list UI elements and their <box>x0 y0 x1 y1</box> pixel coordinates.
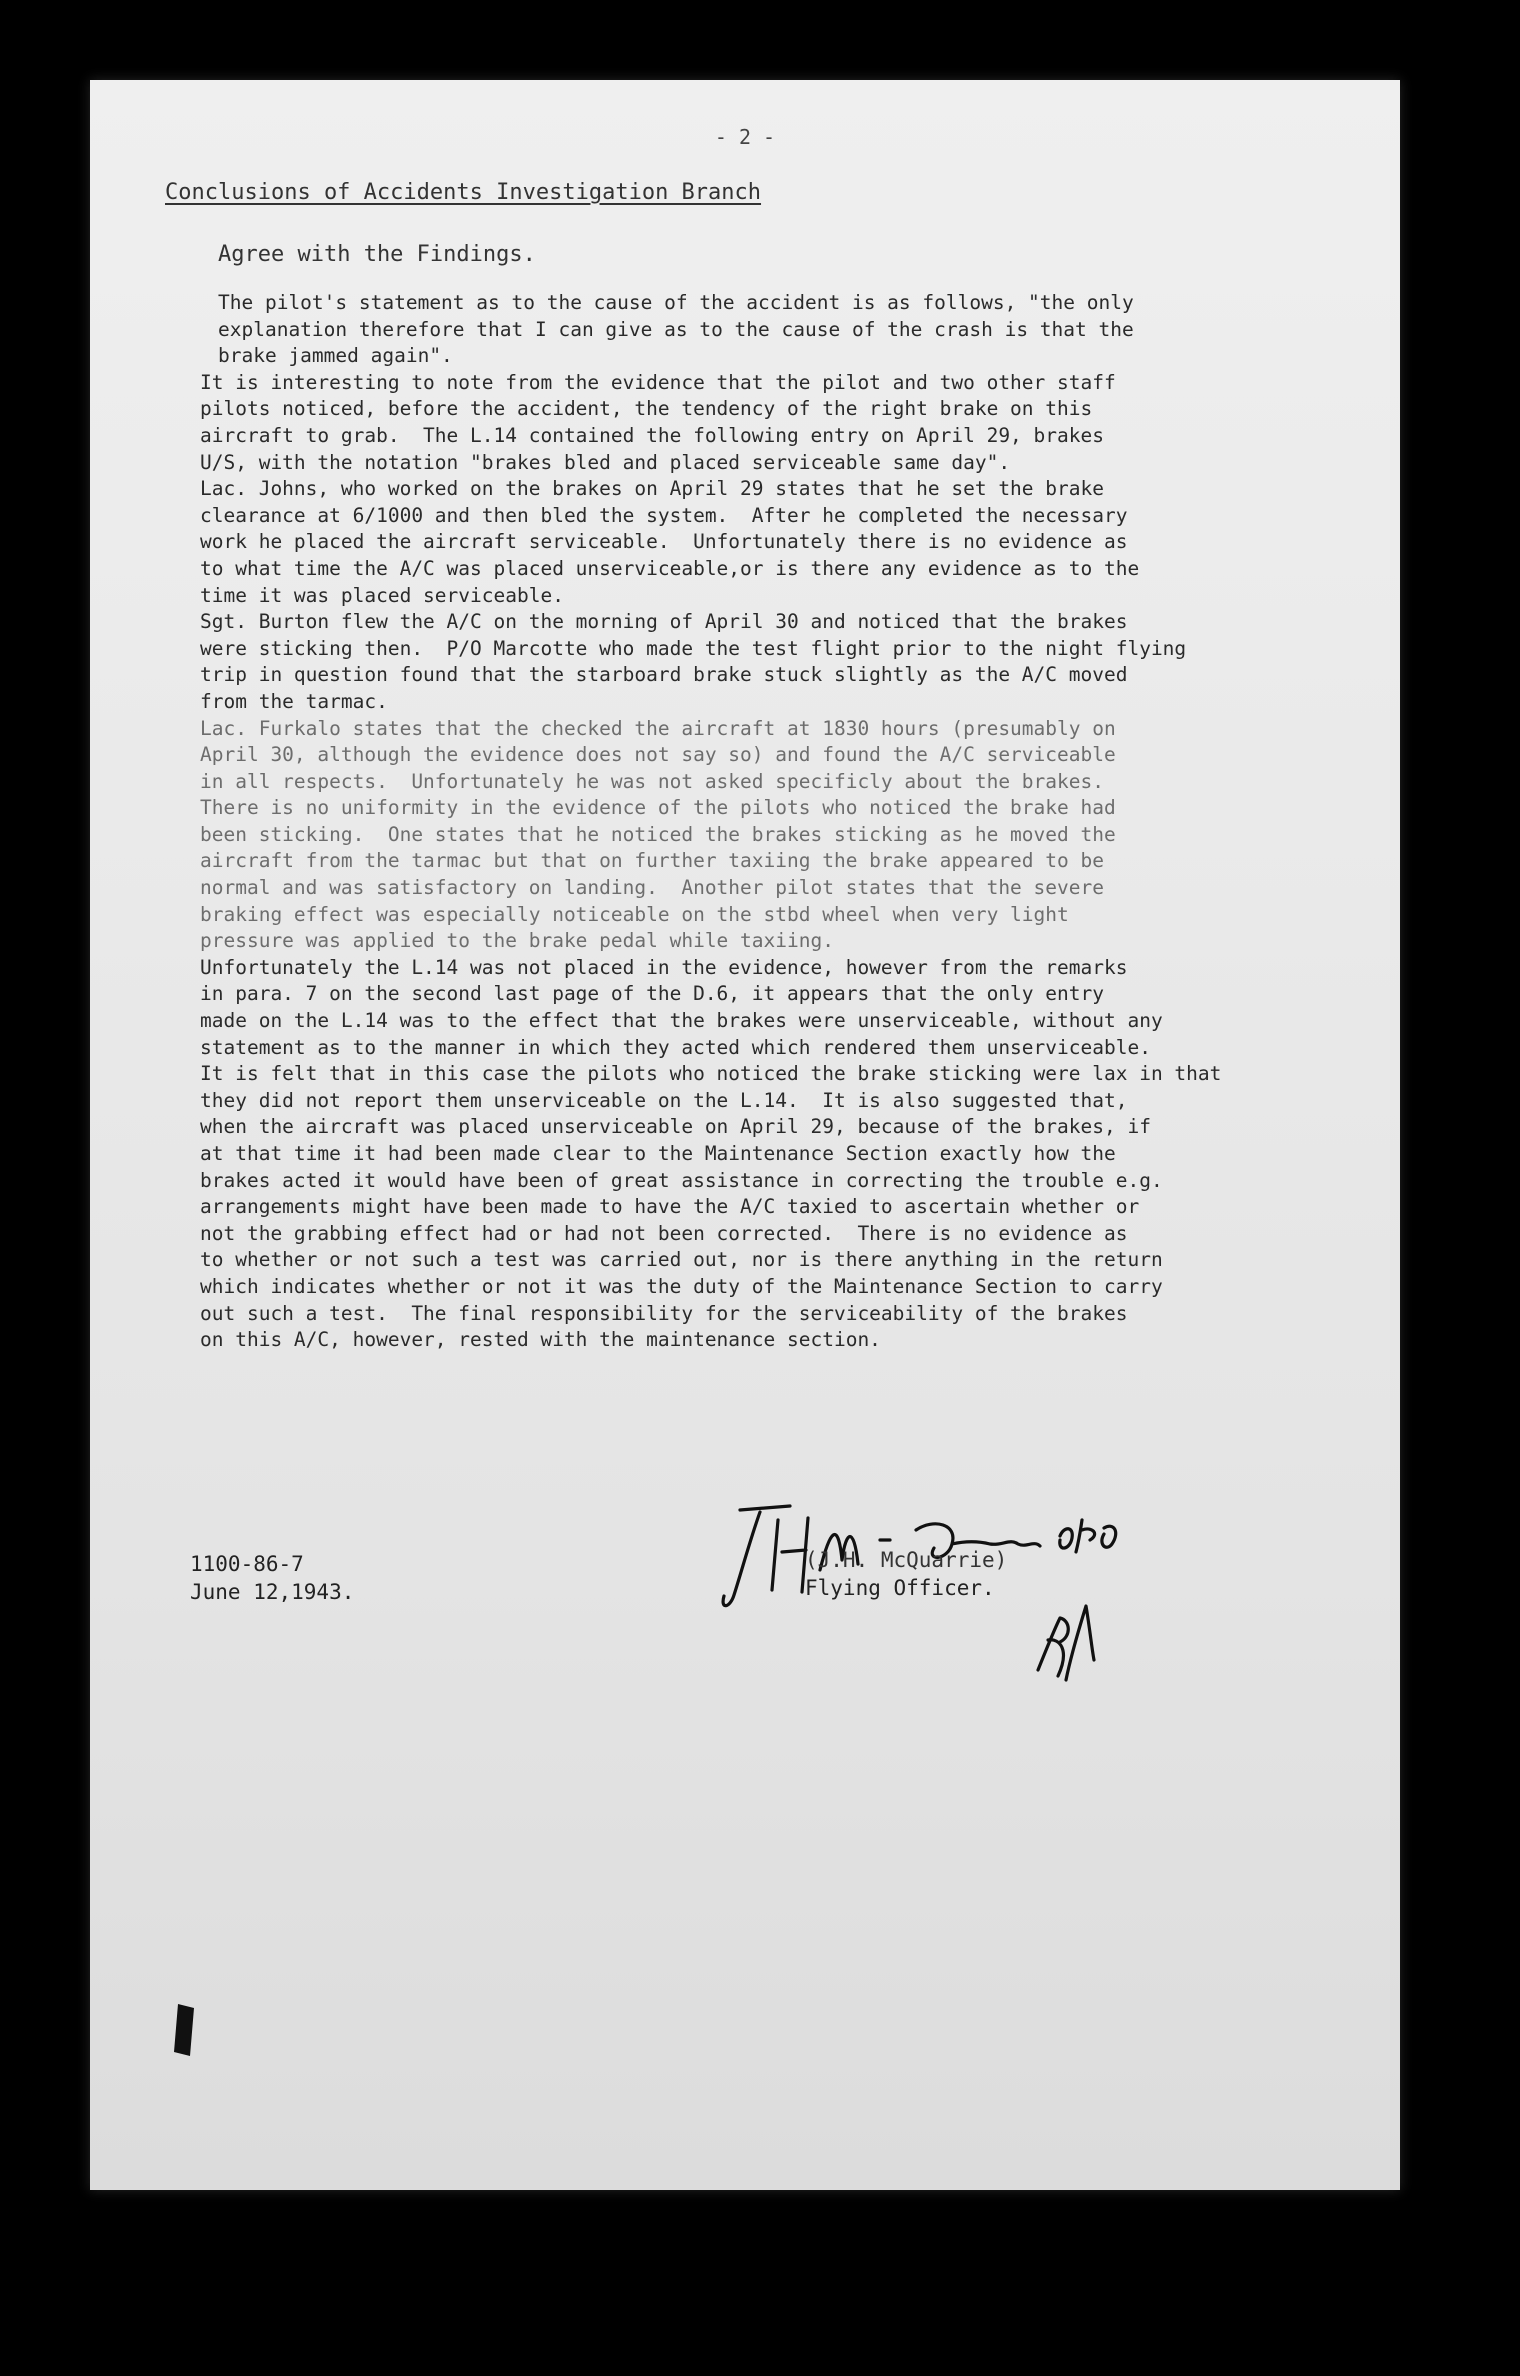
handwritten-signature-icon <box>720 1500 1240 1730</box>
body-paragraph: Sgt. Burton flew the A/C on the morning of April 30 and noticed that the brakes were sticking then. P/O Marcotte who made the test flight prior to the night flying trip in question found that the starboard brake stuck slightly as the A/C moved from the tarmac. <box>200 610 1187 713</box>
section-heading: Conclusions of Accidents Investigation Branch <box>165 180 762 205</box>
punch-mark-icon <box>170 2000 200 2060</box>
document-page <box>90 80 1400 2190</box>
body-paragraph: It is felt that in this case the pilots who noticed the brake sticking were lax in that they did not report them unserviceable on the L.14. It is also suggested that, when the aircraft was placed unserviceable on April 29, because of the brakes, if at that time it had been made clear to the Maintenance Section exactly how the brakes acted it would have been of great assistance in correcting the trouble e.g. arrangements might have been made to have the A/C taxied to ascertain whether or not the grabbing effect had or had not been corrected. There is no evidence as to whether or not such a test was carried out, nor is there anything in the return which indicates whether or not it was the duty of the Maintenance Section to carry out such a test. The final responsibility for the serviceability of the brakes on this A/C, however, rested with the maintenance section. <box>200 1062 1222 1352</box>
body-paragraph: It is interesting to note from the evidence that the pilot and two other staff pilots noticed, before the accident, the tendency of the right brake on this aircraft to grab. The L.14 contained the following entry on April 29, brakes U/S, with the notation "brakes bled and placed serviceable same day". <box>200 370 1116 474</box>
file-number: 1100-86-7 <box>190 1552 304 1576</box>
body-paragraph: Lac. Furkalo states that the checked the aircraft at 1830 hours (presumably on April 30, although the evidence does not say so) and found the A/C serviceable in all respects. Unfortunately he was not asked specificly about the brakes. There is no uniformity in the evidence of the pilots who noticed the brake had been sticking. One states that he noticed the brakes sticking as he moved the aircraft from the tarmac but that on further taxiing the brake appeared to be normal and was satisfactory on landing. Another pilot states that the severe braking effect was especially noticeable on the stbd wheel when very light pressure was applied to the brake pedal while taxiing. <box>200 716 1116 953</box>
body-paragraph: Lac. Johns, who worked on the brakes on April 29 states that he set the brake clearance at 6/1000 and then bled the system. After he completed the necessary work he placed the aircraft serviceable. Unfortunately there is no evidence as to what time the A/C was placed unserviceable,or is there any evidence as to the time it was placed serviceable. <box>200 477 1140 607</box>
body-paragraph: The pilot's statement as to the cause of the accident is as follows, "the only explanation therefore that I can give as to the cause of the crash is that the brake jammed again". <box>218 291 1134 368</box>
page-number: - 2 - <box>714 125 776 149</box>
signatory-title: Flying Officer. <box>805 1576 995 1600</box>
body-paragraph: Unfortunately the L.14 was not placed in the evidence, however from the remarks in para. 7 on the second last page of the D.6, it appears that the only entry made on the L.14 was to the effect that the brakes were unserviceable, without any statement as to the manner in which they acted which rendered them unserviceable. <box>200 955 1163 1059</box>
file-reference <box>190 1550 354 1606</box>
body-text <box>200 290 1350 1354</box>
signatory-name: (J.H. McQuarrie) <box>805 1548 1008 1572</box>
document-date: June 12,1943. <box>190 1580 355 1604</box>
signature-block <box>720 1500 1240 1730</box>
agree-line: Agree with the Findings. <box>218 242 536 267</box>
